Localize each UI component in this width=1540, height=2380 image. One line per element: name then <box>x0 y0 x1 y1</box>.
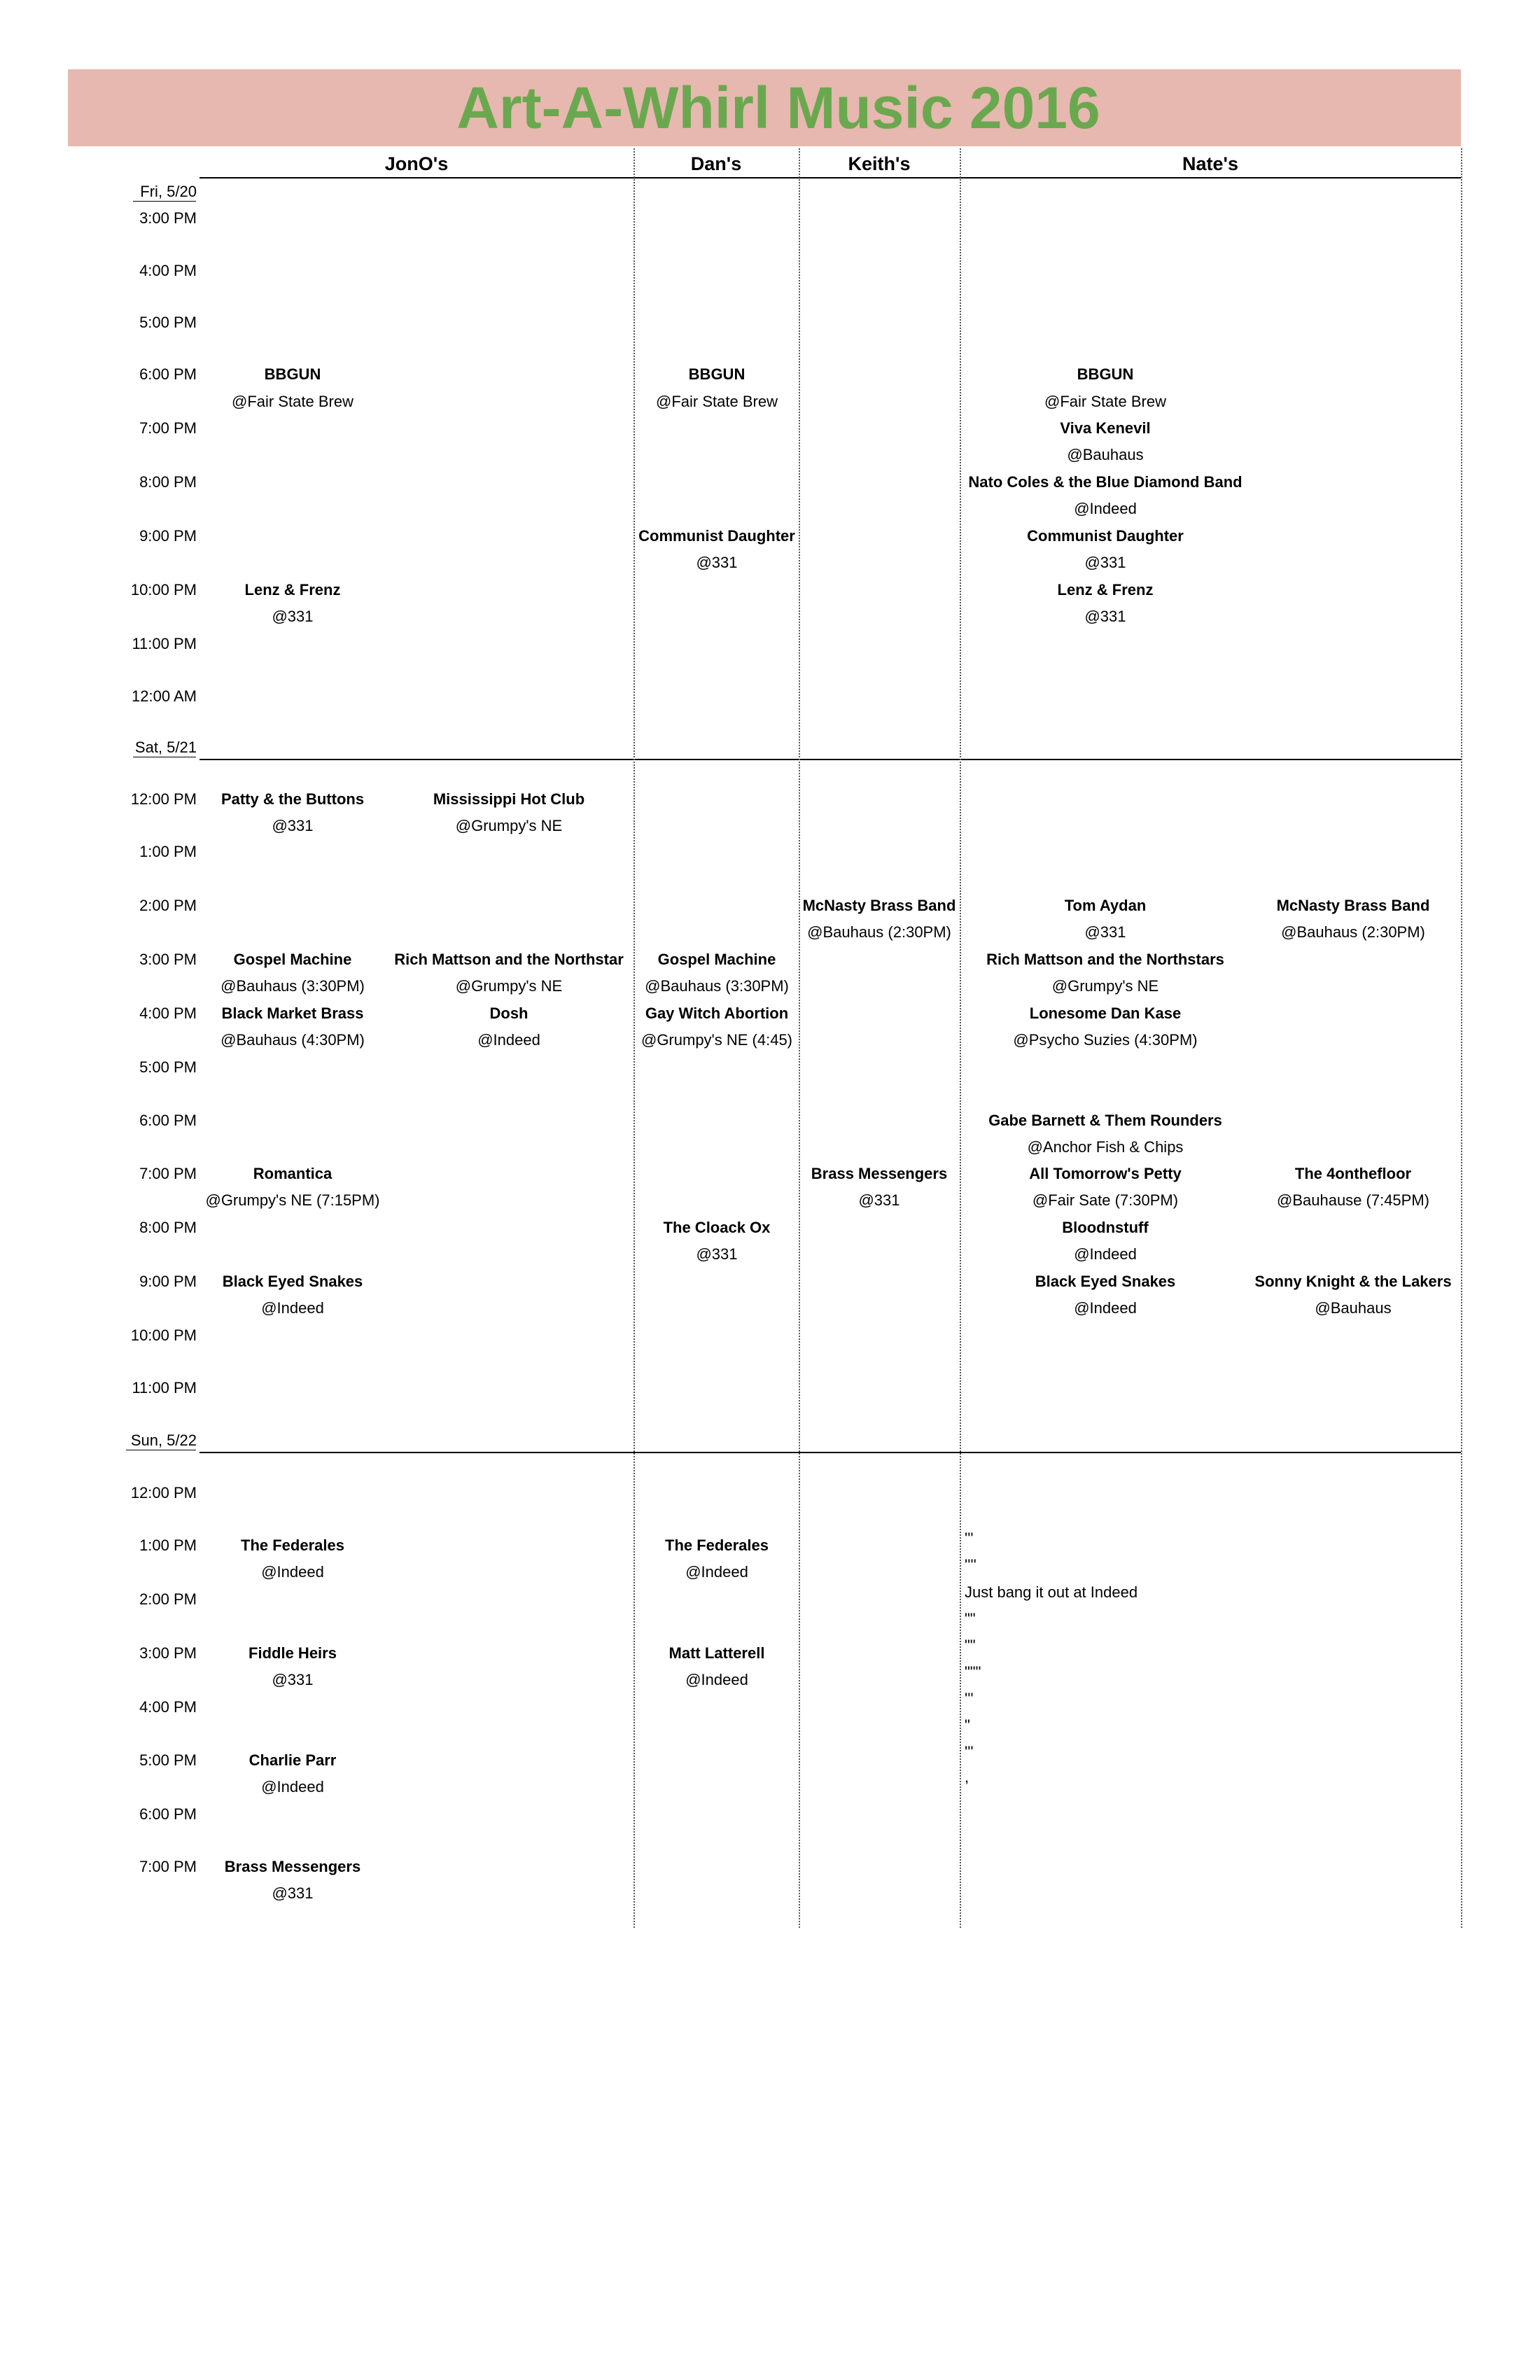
time-label: 10:00 PM <box>130 581 197 598</box>
venue-name: @331 <box>1084 608 1126 625</box>
band-name: Rich Mattson and the Northstars <box>986 951 1224 968</box>
venue-name: @Bauhaus <box>1067 446 1144 463</box>
time-label: 4:00 PM <box>139 1004 197 1022</box>
venue-name: @Indeed <box>1074 1299 1137 1317</box>
time-label: 12:00 PM <box>130 790 197 808</box>
time-label: 6:00 PM <box>139 1112 197 1129</box>
band-name: Nato Coles & the Blue Diamond Band <box>968 473 1242 491</box>
time-label: 2:00 PM <box>139 1590 197 1608</box>
note-line: Just bang it out at Indeed <box>965 1583 1138 1601</box>
note-line: " <box>965 1716 970 1734</box>
venue-name: @Bauhaus (3:30PM) <box>645 977 789 995</box>
time-label: 9:00 PM <box>139 527 197 545</box>
band-name: Black Market Brass <box>221 1004 364 1022</box>
band-name: Sonny Knight & the Lakers <box>1254 1273 1452 1290</box>
day-underline <box>133 201 196 202</box>
band-name: Black Eyed Snakes <box>222 1273 363 1290</box>
time-label: 8:00 PM <box>139 473 197 491</box>
band-name: Communist Daughter <box>638 527 795 545</box>
venue-name: @Bauhaus (2:30PM) <box>807 923 951 941</box>
note-line: , <box>965 1768 969 1786</box>
band-name: Brass Messengers <box>811 1165 948 1182</box>
time-label: 6:00 PM <box>139 1805 197 1823</box>
band-name: McNasty Brass Band <box>1276 897 1430 914</box>
column-divider <box>799 148 800 1928</box>
venue-name: @331 <box>1084 923 1126 941</box>
venue-name: @Bauhause (7:45PM) <box>1276 1191 1430 1209</box>
band-name: The 4onthefloor <box>1294 1165 1412 1182</box>
venue-name: @Bauhaus <box>1315 1299 1392 1317</box>
band-name: BBGUN <box>1077 365 1134 383</box>
day-label-sat: Sat, 5/21 <box>134 738 197 756</box>
venue-name: @Bauhaus (3:30PM) <box>220 977 365 995</box>
venue-name: @Grumpy's NE (7:15PM) <box>205 1191 380 1209</box>
venue-name: @Bauhaus (4:30PM) <box>220 1031 365 1049</box>
time-label: 4:00 PM <box>139 1698 197 1716</box>
band-name: Mississippi Hot Club <box>433 790 585 808</box>
column-header-keith: Keith's <box>848 153 911 174</box>
venue-name: @Grumpy's NE (4:45) <box>640 1031 793 1049</box>
header-rule <box>200 177 1461 178</box>
venue-name: @Fair State Brew <box>1044 393 1166 410</box>
band-name: Rich Mattson and the Northstar <box>394 951 624 968</box>
venue-name: @Psycho Suzies (4:30PM) <box>1013 1031 1198 1049</box>
time-label: 1:00 PM <box>139 843 197 860</box>
time-label: 1:00 PM <box>139 1536 197 1554</box>
band-name: Gabe Barnett & Them Rounders <box>988 1112 1222 1129</box>
time-label: 6:00 PM <box>139 365 197 383</box>
band-name: BBGUN <box>264 365 321 383</box>
venue-name: @Indeed <box>261 1563 324 1581</box>
column-divider <box>960 148 961 1928</box>
note-line: "" <box>965 1610 976 1628</box>
venue-name: @331 <box>696 554 738 571</box>
venue-name: @Grumpy's NE <box>455 817 563 834</box>
venue-name: @Bauhaus (2:30PM) <box>1281 923 1425 941</box>
band-name: The Federales <box>241 1536 344 1554</box>
time-label: 7:00 PM <box>139 1165 197 1182</box>
venue-name: @331 <box>696 1245 738 1263</box>
venue-name: @Anchor Fish & Chips <box>1027 1138 1184 1156</box>
time-label: 11:00 PM <box>132 1379 197 1396</box>
venue-name: @Indeed <box>477 1031 540 1049</box>
time-label: 9:00 PM <box>139 1273 197 1290</box>
note-line: ''' <box>965 1530 974 1547</box>
band-name: Charlie Parr <box>248 1751 337 1769</box>
venue-name: @Fair Sate (7:30PM) <box>1032 1191 1179 1209</box>
band-name: The Federales <box>665 1536 769 1554</box>
band-name: Romantica <box>253 1165 332 1182</box>
day-label-fri: Fri, 5/20 <box>140 183 197 200</box>
note-line: ''' <box>965 1743 974 1760</box>
column-header-jono: JonO's <box>384 153 449 174</box>
venue-name: @Indeed <box>1074 1245 1137 1263</box>
time-label: 11:00 PM <box>132 635 197 652</box>
band-name: Lenz & Frenz <box>1057 581 1154 598</box>
note-line: """ <box>965 1663 981 1681</box>
note-line: "" <box>965 1637 976 1654</box>
band-name: Dosh <box>489 1004 528 1022</box>
venue-name: @Grumpy's NE <box>1051 977 1159 995</box>
venue-name: @Fair State Brew <box>656 393 778 410</box>
band-name: Tom Aydan <box>1064 897 1147 914</box>
venue-name: @331 <box>1084 554 1126 571</box>
band-name: All Tomorrow's Petty <box>1029 1165 1182 1182</box>
band-name: Gospel Machine <box>233 951 352 968</box>
venue-name: @Indeed <box>685 1563 748 1581</box>
column-header-nate: Nate's <box>1182 153 1238 174</box>
day-label-sun: Sun, 5/22 <box>130 1432 197 1449</box>
band-name: Bloodnstuff <box>1062 1219 1149 1236</box>
band-name: Viva Kenevil <box>1060 419 1151 437</box>
band-name: Black Eyed Snakes <box>1035 1273 1176 1290</box>
time-label: 5:00 PM <box>139 314 197 331</box>
band-name: Fiddle Heirs <box>248 1644 337 1662</box>
venue-name: @Grumpy's NE <box>455 977 563 995</box>
time-label: 4:00 PM <box>139 262 197 279</box>
band-name: McNasty Brass Band <box>802 897 956 914</box>
time-label: 8:00 PM <box>139 1219 197 1236</box>
column-header-dan: Dan's <box>690 153 742 174</box>
time-label: 3:00 PM <box>139 1644 197 1662</box>
time-label: 2:00 PM <box>139 897 197 914</box>
band-name: Communist Daughter <box>1027 527 1184 545</box>
venue-name: @331 <box>272 1884 314 1902</box>
venue-name: @Fair State Brew <box>232 393 354 410</box>
time-label: 7:00 PM <box>139 1858 197 1875</box>
time-label: 12:00 AM <box>132 687 197 705</box>
band-name: Gay Witch Abortion <box>645 1004 789 1022</box>
band-name: Patty & the Buttons <box>220 790 365 808</box>
band-name: Matt Latterell <box>668 1644 765 1662</box>
column-divider <box>1461 148 1462 1928</box>
page-title: Art-A-Whirl Music 2016 <box>456 75 1100 141</box>
note-line: '''' <box>965 1556 976 1574</box>
time-label: 5:00 PM <box>139 1058 197 1076</box>
time-label: 12:00 PM <box>130 1484 197 1502</box>
day-rule-sat <box>200 759 1461 760</box>
time-label: 7:00 PM <box>139 419 197 437</box>
venue-name: @Indeed <box>261 1778 324 1795</box>
note-line: ''' <box>965 1690 974 1707</box>
band-name: BBGUN <box>688 365 746 383</box>
band-name: Brass Messengers <box>224 1858 361 1875</box>
venue-name: @331 <box>272 817 314 834</box>
column-divider <box>634 148 635 1928</box>
time-label: 5:00 PM <box>139 1751 197 1769</box>
time-label: 3:00 PM <box>139 951 197 968</box>
time-label: 3:00 PM <box>139 209 197 227</box>
venue-name: @331 <box>858 1191 900 1209</box>
venue-name: @Indeed <box>261 1299 324 1317</box>
band-name: Gospel Machine <box>657 951 776 968</box>
band-name: Lenz & Frenz <box>244 581 341 598</box>
venue-name: @331 <box>272 1671 314 1688</box>
band-name: Lonesome Dan Kase <box>1029 1004 1182 1022</box>
venue-name: @Indeed <box>1074 500 1137 517</box>
band-name: The Cloack Ox <box>663 1219 771 1236</box>
venue-name: @Indeed <box>685 1671 748 1688</box>
time-label: 10:00 PM <box>130 1326 197 1344</box>
day-rule-sun <box>200 1452 1461 1453</box>
venue-name: @331 <box>272 608 314 625</box>
